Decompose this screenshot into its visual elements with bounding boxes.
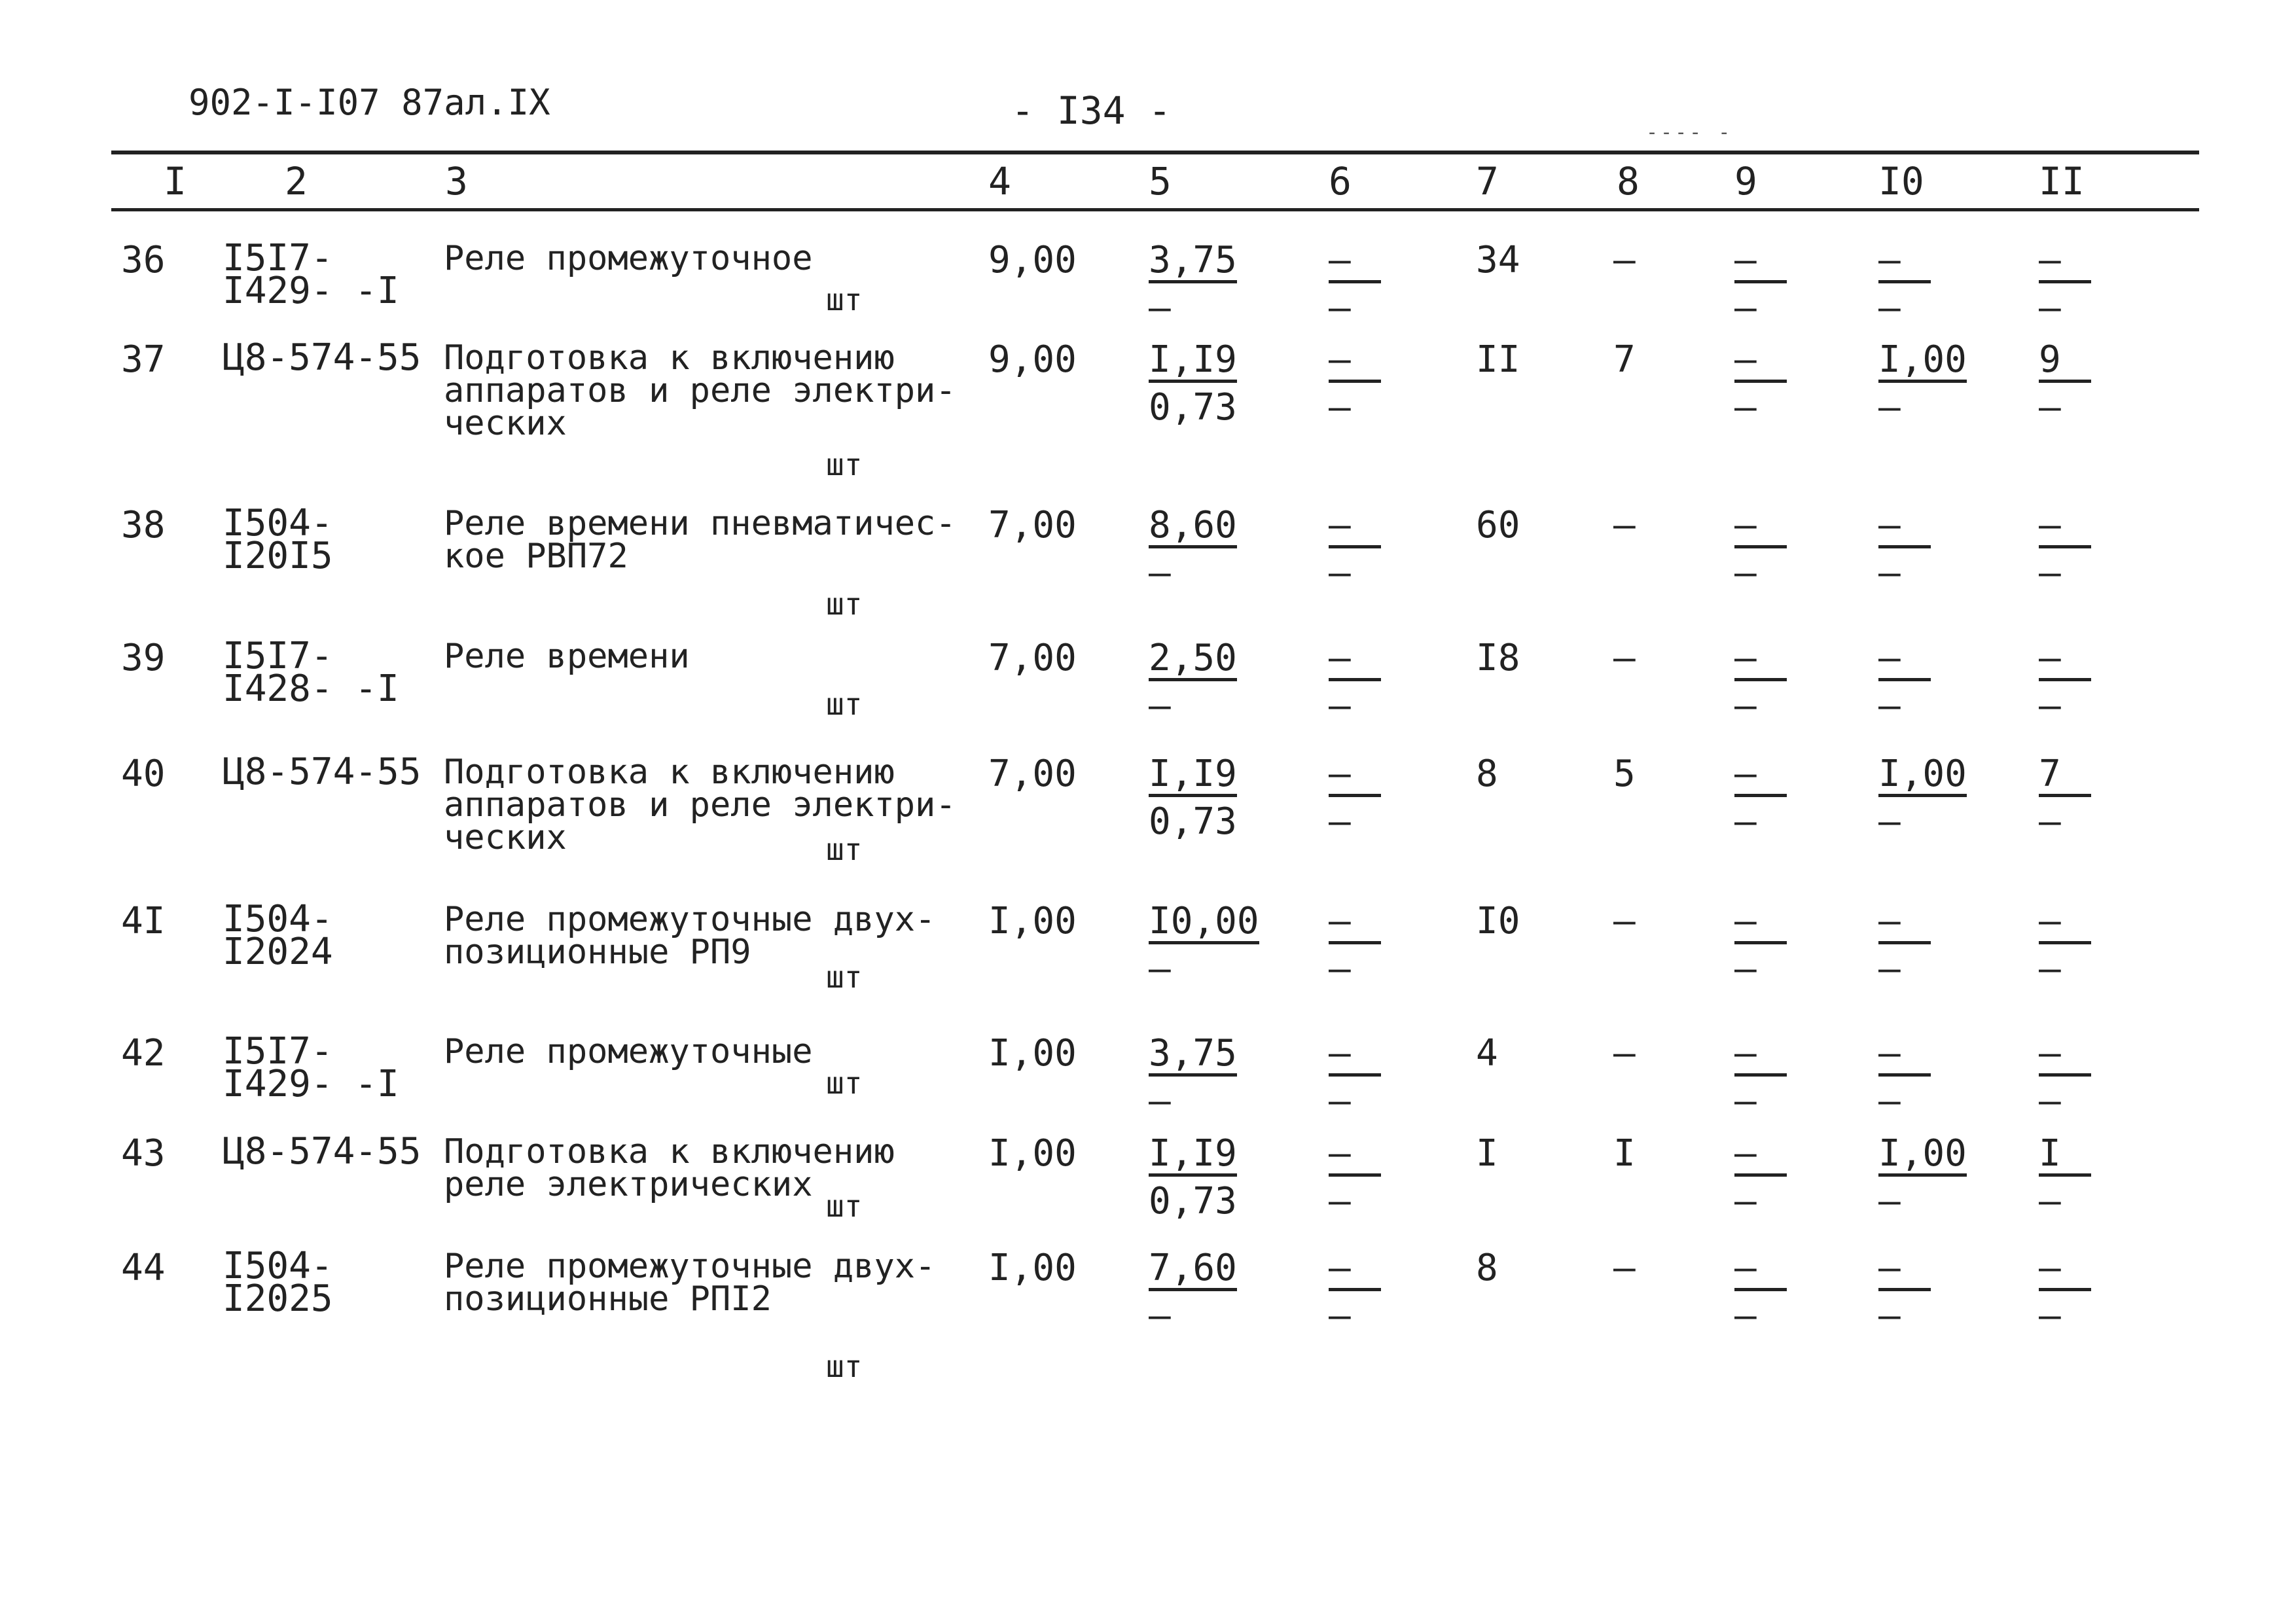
col7-value: II (1476, 338, 1520, 381)
item-number: 43 (121, 1132, 166, 1175)
col8-value: – (1613, 504, 1636, 546)
col5-value-denominator: – (1149, 1294, 1171, 1337)
col5-value-denominator: – (1149, 1080, 1171, 1122)
col5-value-denominator: – (1149, 287, 1171, 329)
col5-value-denominator: – (1149, 552, 1171, 594)
col11-value-numerator: – (2039, 640, 2091, 681)
col7-value: 34 (1476, 239, 1520, 281)
col6-value-numerator: – (1329, 242, 1381, 283)
col6-value-denominator: – (1329, 1294, 1351, 1337)
col9-value (1734, 900, 1787, 990)
work-description: Подготовка к включению реле электрических (444, 1132, 895, 1204)
col9-value-denominator: – (1734, 1180, 1757, 1222)
col6-value (1329, 637, 1381, 727)
col5-value-numerator: 3,75 (1149, 1035, 1237, 1077)
col10-value-denominator: – (1878, 1294, 1901, 1337)
col6-value (1329, 753, 1381, 843)
norm-code: I5I7-I429- -I (223, 1030, 399, 1105)
quantity: 7,00 (988, 753, 1077, 795)
col10-value-denominator: – (1878, 1080, 1901, 1122)
col9-value-denominator: – (1734, 1080, 1757, 1122)
col6-value-numerator: – (1329, 1035, 1381, 1077)
col10-value (1878, 504, 1931, 594)
col6-value-denominator: – (1329, 800, 1351, 843)
col10-value-denominator: – (1878, 948, 1901, 990)
col7-value: 60 (1476, 504, 1520, 546)
col5-value (1149, 239, 1237, 329)
item-number: 44 (121, 1247, 166, 1289)
col6-value-numerator: – (1329, 756, 1381, 797)
col6-value (1329, 338, 1381, 429)
col9-value-denominator: – (1734, 386, 1757, 429)
col11-value-denominator: – (2039, 1294, 2061, 1337)
col7-value: I0 (1476, 900, 1520, 942)
col11-value-denominator: – (2039, 552, 2061, 594)
col7-value: 8 (1476, 753, 1498, 795)
col5-value-denominator: – (1149, 948, 1171, 990)
norm-code: Ц8-574-55 (223, 751, 422, 793)
work-description: Реле времени (444, 637, 690, 676)
col10-value (1878, 753, 1967, 843)
col5-value-numerator: I0,00 (1149, 903, 1259, 944)
table-top-rule (111, 151, 2199, 154)
norm-code: I504-I2025 (223, 1245, 333, 1320)
col10-value-denominator: – (1878, 552, 1901, 594)
col9-value (1734, 239, 1787, 329)
col9-value-denominator: – (1734, 287, 1757, 329)
col11-value-numerator: – (2039, 1035, 2091, 1077)
col9-value-numerator: – (1734, 342, 1787, 383)
work-description: Подготовка к включению аппаратов и реле электри- ческих (444, 753, 956, 857)
col9-value-numerator: – (1734, 903, 1787, 944)
unit-label: шт (826, 1188, 863, 1224)
col11-value (2039, 338, 2091, 429)
col5-value-denominator: – (1149, 685, 1171, 727)
col11-value (2039, 753, 2091, 843)
col9-value-numerator: – (1734, 242, 1787, 283)
col11-value-denominator: – (2039, 386, 2061, 429)
col9-value-numerator: – (1734, 1035, 1787, 1077)
col6-value (1329, 1132, 1381, 1222)
col11-value-numerator: – (2039, 507, 2091, 548)
work-description: Реле промежуточные (444, 1032, 813, 1071)
col6-value-denominator: – (1329, 386, 1351, 429)
col11-value-numerator: 7 (2039, 756, 2091, 797)
col9-value-denominator: – (1734, 552, 1757, 594)
col10-value (1878, 1132, 1967, 1222)
col11-value (2039, 504, 2091, 594)
col6-value-denominator: – (1329, 552, 1351, 594)
column-header: 3 (445, 159, 468, 204)
col7-value: 4 (1476, 1032, 1498, 1075)
col11-value (2039, 1132, 2091, 1222)
col11-value-denominator: – (2039, 1080, 2061, 1122)
col11-value (2039, 1032, 2091, 1122)
col6-value-numerator: – (1329, 507, 1381, 548)
page-number: - I34 - (1011, 88, 1172, 133)
col11-value-denominator: – (2039, 800, 2061, 843)
col8-value: – (1613, 239, 1636, 281)
col10-value-denominator: – (1878, 1180, 1901, 1222)
column-header: 9 (1734, 159, 1757, 204)
quantity: 9,00 (988, 338, 1077, 381)
column-header: 2 (285, 159, 308, 204)
norm-code: I504-I2024 (223, 898, 333, 973)
work-description: Реле промежуточные двух- позиционные РПI2 (444, 1247, 936, 1319)
col10-value-denominator: – (1878, 287, 1901, 329)
col5-value-numerator: I,I9 (1149, 342, 1237, 383)
unit-label: шт (826, 282, 863, 317)
col10-value (1878, 239, 1931, 329)
work-description: Подготовка к включению аппаратов и реле электри- ческих (444, 338, 956, 443)
col8-value: – (1613, 637, 1636, 679)
norm-code: I504-I20I5 (223, 502, 333, 577)
col5-value (1149, 900, 1259, 990)
col8-value: – (1613, 1247, 1636, 1289)
item-number: 39 (121, 637, 166, 679)
column-header: 8 (1617, 159, 1640, 204)
work-description: Реле времени пневматичес- кое РВП72 (444, 504, 956, 576)
col5-value-numerator: 2,50 (1149, 640, 1237, 681)
col9-value (1734, 753, 1787, 843)
table-header-rule (111, 208, 2199, 211)
col9-value-denominator: – (1734, 948, 1757, 990)
col9-value (1734, 1132, 1787, 1222)
col6-value-numerator: – (1329, 903, 1381, 944)
col6-value-denominator: – (1329, 1080, 1351, 1122)
col9-value-numerator: – (1734, 1250, 1787, 1291)
col5-value (1149, 1247, 1237, 1337)
col11-value (2039, 637, 2091, 727)
unit-label: шт (826, 832, 863, 867)
col6-value (1329, 900, 1381, 990)
quantity: I,00 (988, 900, 1077, 942)
col9-value (1734, 1032, 1787, 1122)
unit-label: шт (826, 1065, 863, 1101)
col11-value-numerator: – (2039, 903, 2091, 944)
quantity: I,00 (988, 1032, 1077, 1075)
norm-code: Ц8-574-55 (223, 1130, 422, 1173)
col10-value-numerator: I,00 (1878, 1135, 1967, 1177)
col8-value: 5 (1613, 753, 1636, 795)
unit-label: шт (826, 1349, 863, 1384)
col5-value-denominator: 0,73 (1149, 386, 1237, 429)
unit-label: шт (826, 447, 863, 482)
col10-value-numerator: – (1878, 903, 1931, 944)
col10-value (1878, 1247, 1931, 1337)
col5-value-numerator: 7,60 (1149, 1250, 1237, 1291)
col11-value (2039, 1247, 2091, 1337)
stray-marks: ---- - (1646, 121, 1733, 144)
col9-value (1734, 504, 1787, 594)
col8-value: 7 (1613, 338, 1636, 381)
col9-value-numerator: – (1734, 507, 1787, 548)
col5-value (1149, 504, 1237, 594)
column-header: II (2039, 159, 2085, 204)
col10-value (1878, 338, 1967, 429)
column-header: 5 (1149, 159, 1172, 204)
col9-value-numerator: – (1734, 1135, 1787, 1177)
col10-value (1878, 637, 1931, 727)
item-number: 40 (121, 753, 166, 795)
col5-value-denominator: 0,73 (1149, 800, 1237, 843)
col11-value-numerator: – (2039, 242, 2091, 283)
col6-value-numerator: – (1329, 1135, 1381, 1177)
col9-value-denominator: – (1734, 1294, 1757, 1337)
col10-value-numerator: – (1878, 1035, 1931, 1077)
col8-value: – (1613, 900, 1636, 942)
col6-value-numerator: – (1329, 1250, 1381, 1291)
work-description: Реле промежуточные двух- позиционные РП9 (444, 900, 936, 972)
col11-value-denominator: – (2039, 287, 2061, 329)
column-header: I (164, 159, 187, 204)
col7-value: I (1476, 1132, 1498, 1175)
document-code: 902-I-I07 87ал.IX (188, 82, 550, 123)
col9-value (1734, 637, 1787, 727)
quantity: 7,00 (988, 637, 1077, 679)
col10-value (1878, 1032, 1931, 1122)
col5-value (1149, 637, 1237, 727)
col11-value-denominator: – (2039, 685, 2061, 727)
col11-value (2039, 900, 2091, 990)
col5-value-numerator: I,I9 (1149, 1135, 1237, 1177)
col5-value (1149, 753, 1237, 843)
col5-value-numerator: I,I9 (1149, 756, 1237, 797)
col9-value-denominator: – (1734, 685, 1757, 727)
col10-value-denominator: – (1878, 800, 1901, 843)
item-number: 4I (121, 900, 166, 942)
col6-value (1329, 504, 1381, 594)
col7-value: 8 (1476, 1247, 1498, 1289)
col10-value-numerator: – (1878, 242, 1931, 283)
col9-value-numerator: – (1734, 640, 1787, 681)
col11-value-denominator: – (2039, 1180, 2061, 1222)
quantity: I,00 (988, 1132, 1077, 1175)
col6-value-denominator: – (1329, 948, 1351, 990)
col10-value-denominator: – (1878, 685, 1901, 727)
column-header: 4 (988, 159, 1011, 204)
col10-value-numerator: – (1878, 640, 1931, 681)
column-header: 6 (1329, 159, 1352, 204)
col5-value-numerator: 3,75 (1149, 242, 1237, 283)
col11-value-numerator: 9 (2039, 342, 2091, 383)
col6-value-numerator: – (1329, 342, 1381, 383)
col10-value-numerator: I,00 (1878, 342, 1967, 383)
column-header: I0 (1878, 159, 1924, 204)
col10-value-numerator: – (1878, 507, 1931, 548)
col10-value (1878, 900, 1931, 990)
column-header: 7 (1476, 159, 1499, 204)
col9-value-denominator: – (1734, 800, 1757, 843)
item-number: 37 (121, 338, 166, 381)
item-number: 42 (121, 1032, 166, 1075)
col10-value-numerator: – (1878, 1250, 1931, 1291)
unit-label: шт (826, 959, 863, 995)
col5-value-denominator: 0,73 (1149, 1180, 1237, 1222)
col10-value-denominator: – (1878, 386, 1901, 429)
quantity: 7,00 (988, 504, 1077, 546)
norm-code: Ц8-574-55 (223, 336, 422, 379)
col11-value-denominator: – (2039, 948, 2061, 990)
work-description: Реле промежуточное (444, 239, 813, 278)
col6-value (1329, 1032, 1381, 1122)
col11-value-numerator: I (2039, 1135, 2091, 1177)
quantity: 9,00 (988, 239, 1077, 281)
item-number: 38 (121, 504, 166, 546)
col6-value (1329, 1247, 1381, 1337)
unit-label: шт (826, 687, 863, 722)
norm-code: I5I7-I429- -I (223, 237, 399, 312)
col7-value: I8 (1476, 637, 1520, 679)
col6-value-denominator: – (1329, 1180, 1351, 1222)
item-number: 36 (121, 239, 166, 281)
col9-value (1734, 1247, 1787, 1337)
unit-label: шт (826, 586, 863, 622)
col6-value-numerator: – (1329, 640, 1381, 681)
col6-value (1329, 239, 1381, 329)
col10-value-numerator: I,00 (1878, 756, 1967, 797)
col9-value (1734, 338, 1787, 429)
col5-value (1149, 1132, 1237, 1222)
col5-value (1149, 338, 1237, 429)
col8-value: I (1613, 1132, 1636, 1175)
norm-code: I5I7-I428- -I (223, 635, 399, 710)
col11-value (2039, 239, 2091, 329)
col6-value-denominator: – (1329, 287, 1351, 329)
col5-value-numerator: 8,60 (1149, 507, 1237, 548)
col6-value-denominator: – (1329, 685, 1351, 727)
col8-value: – (1613, 1032, 1636, 1075)
col5-value (1149, 1032, 1237, 1122)
quantity: I,00 (988, 1247, 1077, 1289)
col9-value-numerator: – (1734, 756, 1787, 797)
col11-value-numerator: – (2039, 1250, 2091, 1291)
